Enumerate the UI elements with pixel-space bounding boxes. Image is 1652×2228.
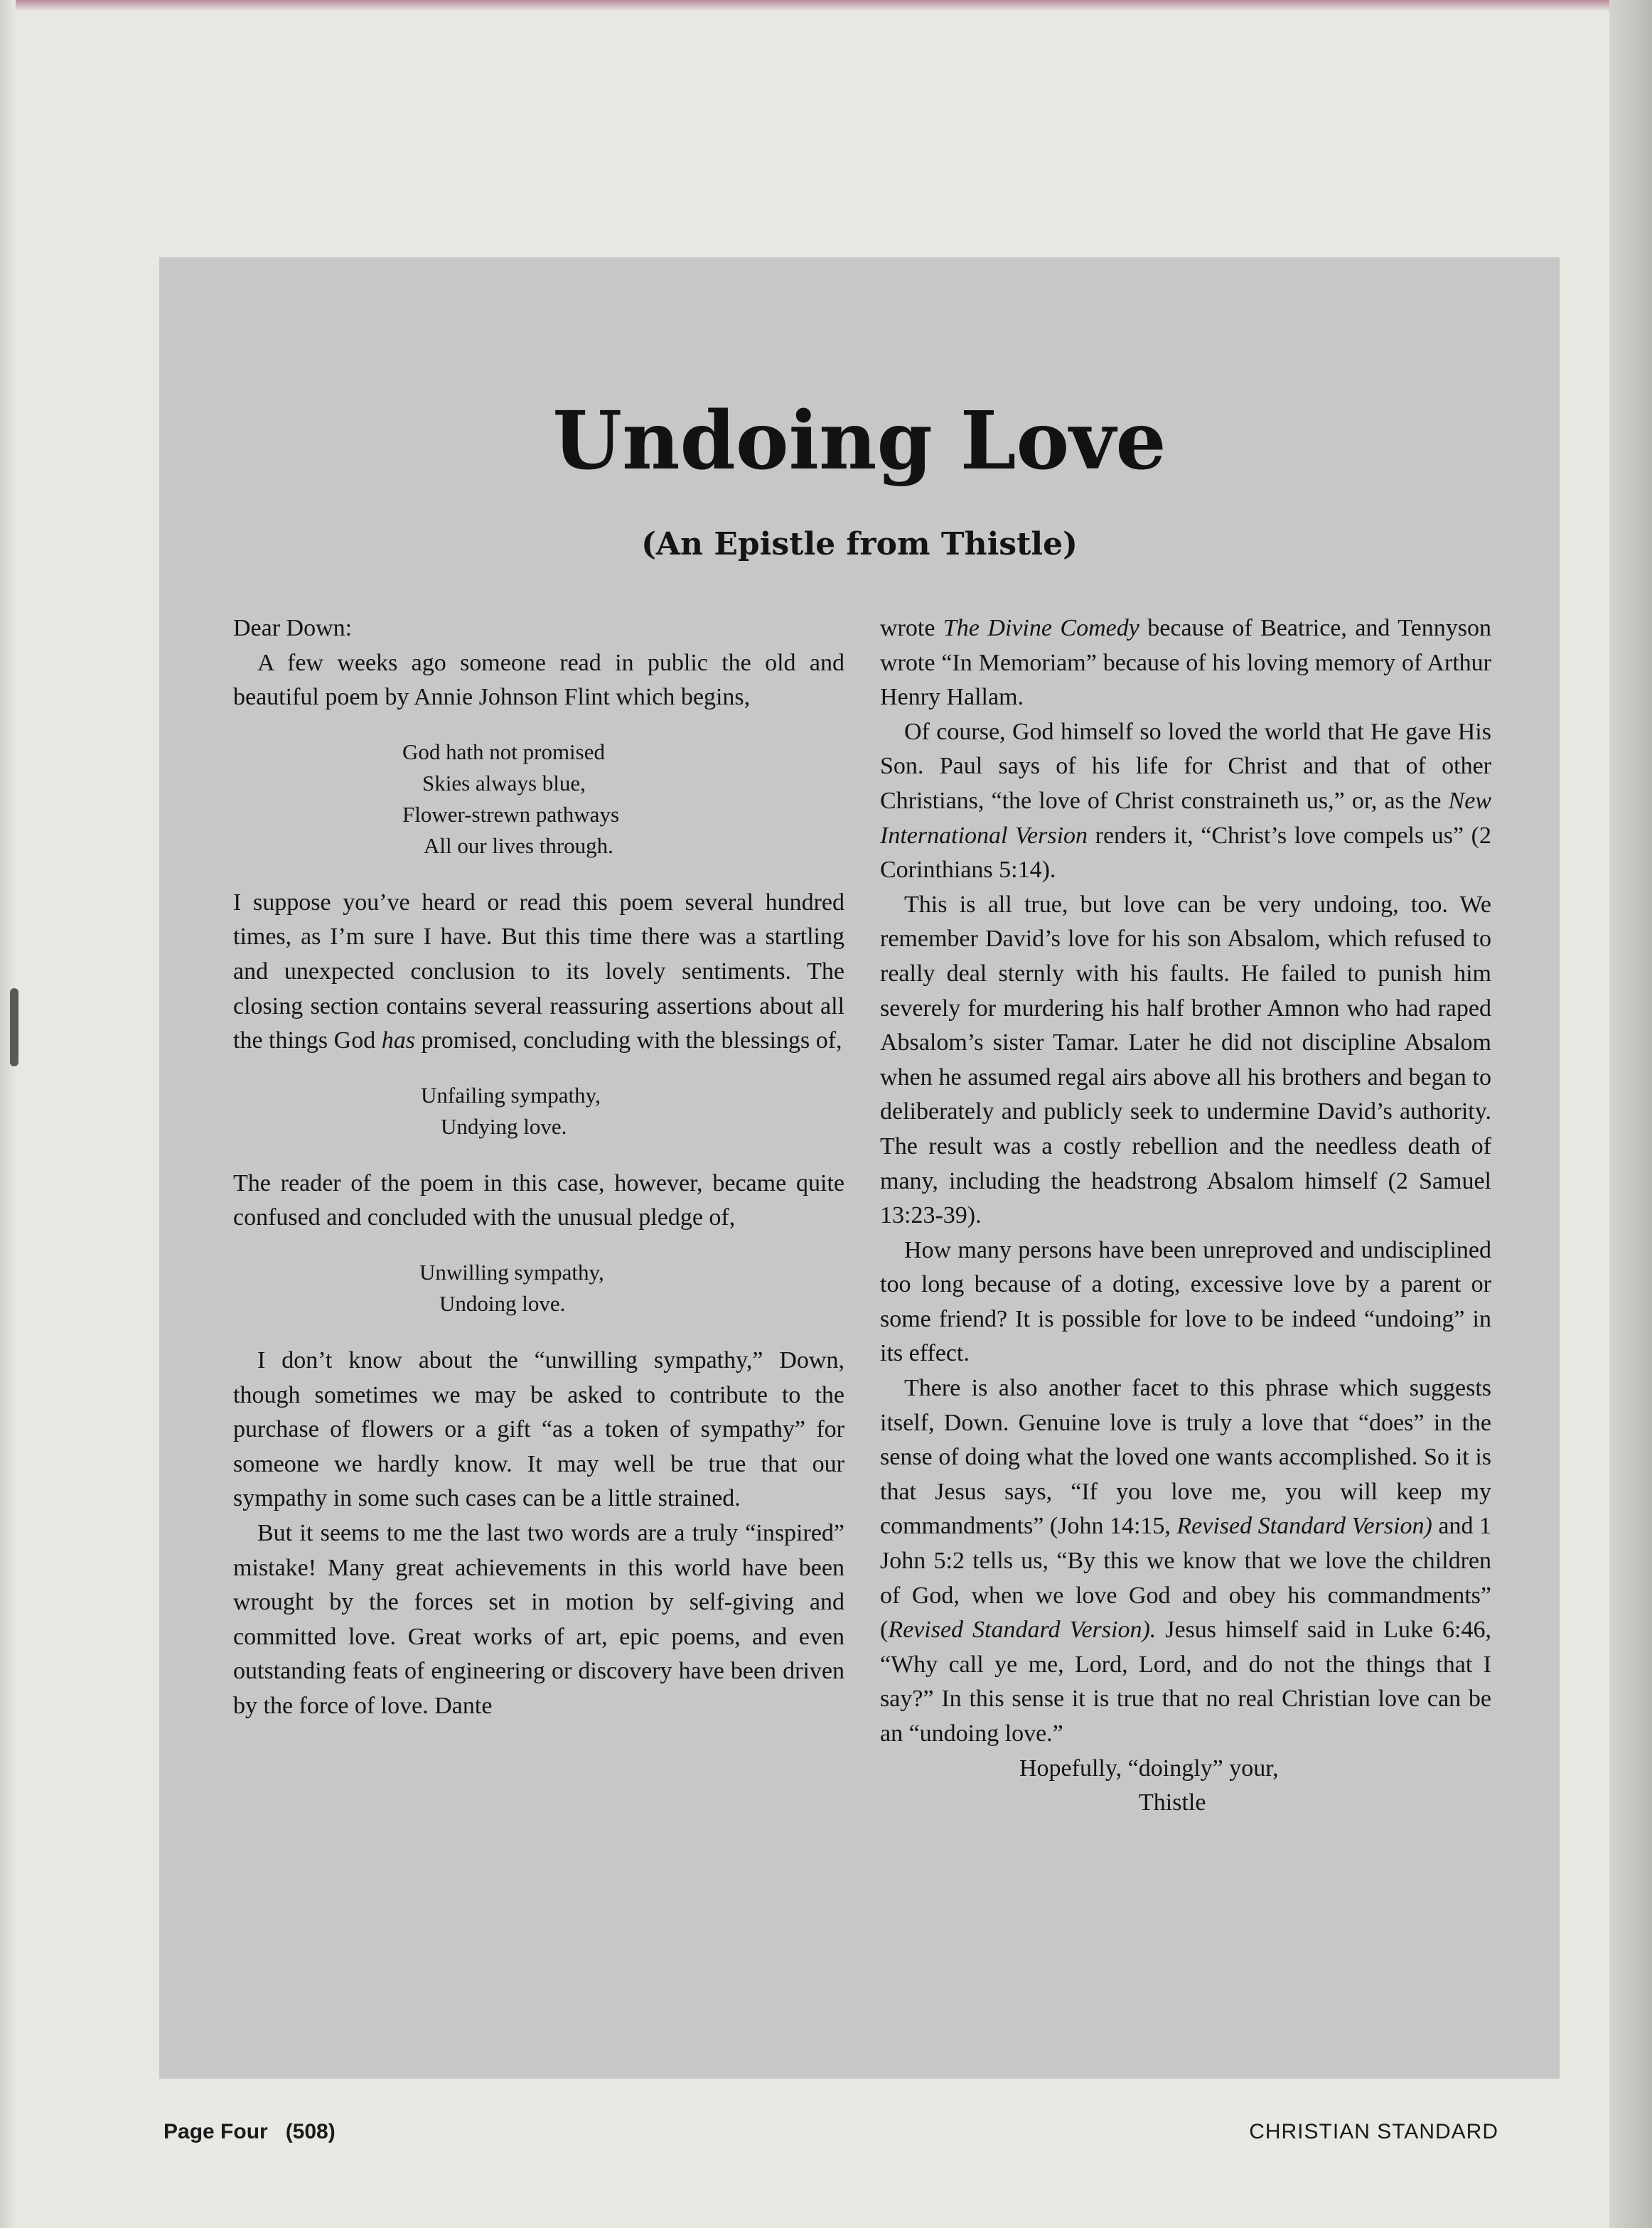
paragraph <box>880 611 1491 715</box>
text-run: Jesus himself said in Luke 6:46, “Why call ye me, Lord, Lord, and do not the things that I say?” In this sense it is true that no real Christian love can be an “undoing love.” <box>880 1617 1491 1747</box>
page-edge-left <box>0 0 16 2228</box>
poem-excerpt <box>233 1080 844 1142</box>
page-edge-right <box>1609 0 1652 2228</box>
binding-mark <box>10 988 18 1066</box>
emphasis: Revised Standard Version). <box>888 1617 1157 1644</box>
closing-line: Hopefully, “doingly” your, <box>1019 1755 1279 1782</box>
text-run: promised, concluding with the blessings of, <box>414 1027 842 1054</box>
paragraph: The reader of the poem in this case, however, became quite confused and concluded with the unusual pledge of, <box>233 1169 844 1231</box>
paragraph <box>880 715 1491 888</box>
paragraph: This is all true, but love can be very undoing, too. We remember David’s love for his son Absalom, which refused to really deal sternly with his faults. He failed to punish him severely for murdering his half brother Amnon who had raped Absalom’s sister Tamar. Later he did not discipline Absalom when he assumed regal airs above all his brothers and began to deliberately and publicly seek to undermine David’s authority. The result was a costly rebellion and the needless death of many, including the headstrong Absalom himself (2 Samuel 13:23-39). <box>880 891 1491 1229</box>
salutation: Dear Down: <box>233 615 353 641</box>
text-run: renders it, “Christ’s love compels us” (2 Corinthians 5:14). <box>880 822 1491 884</box>
verse-line: Unwilling sympathy, <box>419 1259 604 1285</box>
verse-line: Undying love. <box>441 1113 567 1139</box>
paragraph <box>233 886 844 1059</box>
page-number: Page Four (508) <box>163 2120 336 2143</box>
poem-excerpt <box>233 1257 844 1319</box>
verse-line: Flower-strewn pathways <box>402 801 620 827</box>
text-run: Of course, God himself so loved the world that He gave His Son. Paul says of his life for Christ and that of other Christians, “the love of Christ constraineth us,” or, as the <box>880 718 1491 814</box>
signature: Thistle <box>1139 1789 1206 1816</box>
left-column <box>233 611 844 1723</box>
verse-line: Skies always blue, <box>422 770 586 796</box>
text-run: wrote <box>880 615 943 641</box>
emphasis: Revised Standard Version) <box>1176 1513 1432 1540</box>
paragraph: How many persons have been unreproved and undisciplined too long because of a doting, excessive love by a parent or some friend? It is possible for love to be indeed “undoing” in its effect. <box>880 1236 1491 1367</box>
paragraph: But it seems to me the last two words are a truly “inspired” mistake! Many great achievements in this world have been wrought by the forces set in motion by self-giving and committed love. Great works of art, epic poems, and even outstanding feats of engineering or discovery have been driven by the force of love. Dante <box>233 1519 844 1719</box>
text-run: I suppose you’ve heard or read this poem several hundred times, as I’m sure I have. But this time there was a startling and unexpected conclusion to its lovely sentiments. The closing section contains several reassuring assertions about all the things God <box>233 889 844 1054</box>
text-run: There is also another facet to this phrase which suggests itself, Down. Genuine love is truly a love that “does” in the sense of doing what the loved one wants accomplished. So it is that Jesus says, “If you love me, you will keep my commandments” (John 14:15, <box>880 1375 1491 1540</box>
article-panel <box>159 257 1560 2079</box>
emphasis: has <box>381 1027 415 1054</box>
emphasis: The Divine Comedy <box>943 615 1139 641</box>
emphasis: New International Version <box>880 787 1491 849</box>
verse-line: Undoing love. <box>439 1290 566 1316</box>
verse-line: God hath not promised <box>402 739 605 764</box>
paragraph: A few weeks ago someone read in public the old and beautiful poem by Annie Johnson Flint which begins, <box>233 649 844 711</box>
text-run: because of Beatrice, and Tennyson wrote “In Memoriam” because of his loving memory of Arthur Henry Hallam. <box>880 615 1491 711</box>
page-edge-top <box>0 0 1652 11</box>
paragraph <box>880 1371 1491 1752</box>
poem-excerpt <box>233 737 844 862</box>
article-subtitle: (An Epistle from Thistle) <box>641 526 1078 562</box>
right-column <box>880 611 1491 1821</box>
paragraph: I don’t know about the “unwilling sympathy,” Down, though sometimes we may be asked to contribute to the purchase of flowers or a gift “as a token of sympathy” for someone we hardly know. It may well be true that our sympathy in some such cases can be a little strained. <box>233 1346 844 1512</box>
verse-line: Unfailing sympathy, <box>421 1082 601 1108</box>
verse-line: All our lives through. <box>424 832 613 858</box>
text-run: and 1 John 5:2 tells us, “By this we know that we love the children of God, when we love God and obey his commandments” ( <box>880 1513 1491 1644</box>
article-title: Undoing Love <box>552 395 1166 488</box>
publication-name: CHRISTIAN STANDARD <box>1249 2120 1498 2143</box>
